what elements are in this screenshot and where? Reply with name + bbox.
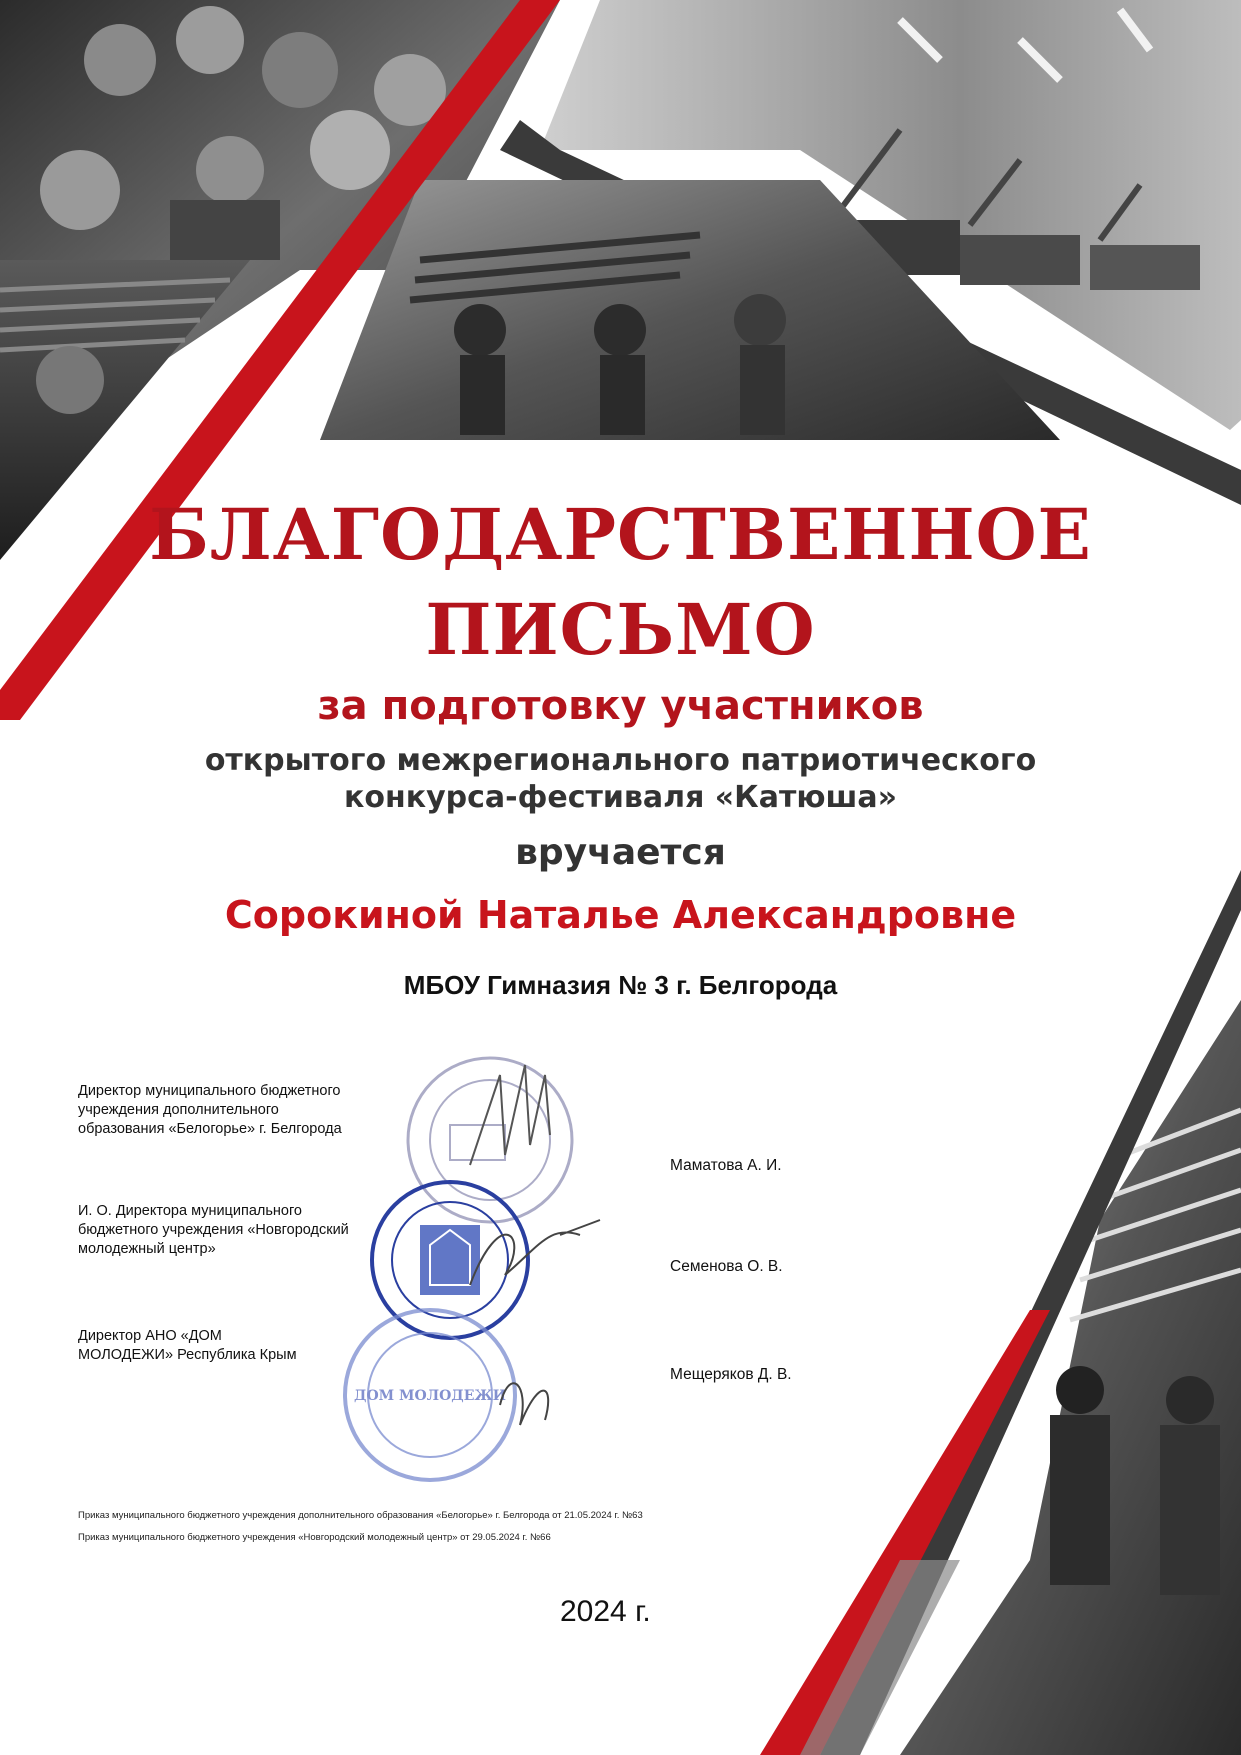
year: 2024 г. — [560, 1595, 651, 1628]
signatory-1-name: Маматова А. И. — [670, 1157, 782, 1174]
signatory-2-role: И. О. Директора муниципального бюджетного учреждения «Новгородский молодежный центр» — [78, 1203, 349, 1257]
signatory-2-name: Семенова О. В. — [670, 1258, 783, 1275]
signatory-3-role: Директор АНО «ДОМ МОЛОДЕЖИ» Республика Крым — [78, 1328, 297, 1363]
stamp-3-text: ДОМ МОЛОДЕЖИ — [354, 1388, 506, 1404]
recipient-name: Сорокиной Наталье Александровне — [224, 893, 1017, 937]
order-2: Приказ муниципального бюджетного учреждения «Новгородский молодежный центр» от 29.05.2024 г. №66 — [78, 1532, 551, 1543]
stamp-novgorod — [372, 1182, 528, 1338]
contest-line-2: конкурса-фестиваля «Катюша» — [344, 780, 897, 815]
stamps-and-signatures — [330, 1045, 630, 1485]
order-1: Приказ муниципального бюджетного учреждения дополнительного образования «Белогорье» г. Белгорода от 21.05.2024 г. №63 — [78, 1510, 643, 1521]
contest-line-1: открытого межрегионального патриотического — [204, 743, 1037, 778]
title-line-2: ПИСЬМО — [425, 588, 816, 671]
photo-soldiers-bottom-right — [900, 1000, 1241, 1755]
stamp-belogorie — [408, 1058, 572, 1222]
organization-name: МБОУ Гимназия № 3 г. Белгорода — [403, 970, 838, 1000]
signatory-1-role: Директор муниципального бюджетного учреждения дополнительного образования «Белогорье» г. Белгорода — [78, 1083, 342, 1137]
signatory-3-name: Мещеряков Д. В. — [670, 1366, 792, 1383]
signature-3 — [500, 1383, 548, 1425]
subtitle: за подготовку участников — [317, 683, 924, 729]
signature-2 — [470, 1220, 600, 1285]
awarded-label: вручается — [515, 832, 726, 873]
title-line-1: БЛАГОДАРСТВЕННОЕ — [149, 493, 1092, 576]
